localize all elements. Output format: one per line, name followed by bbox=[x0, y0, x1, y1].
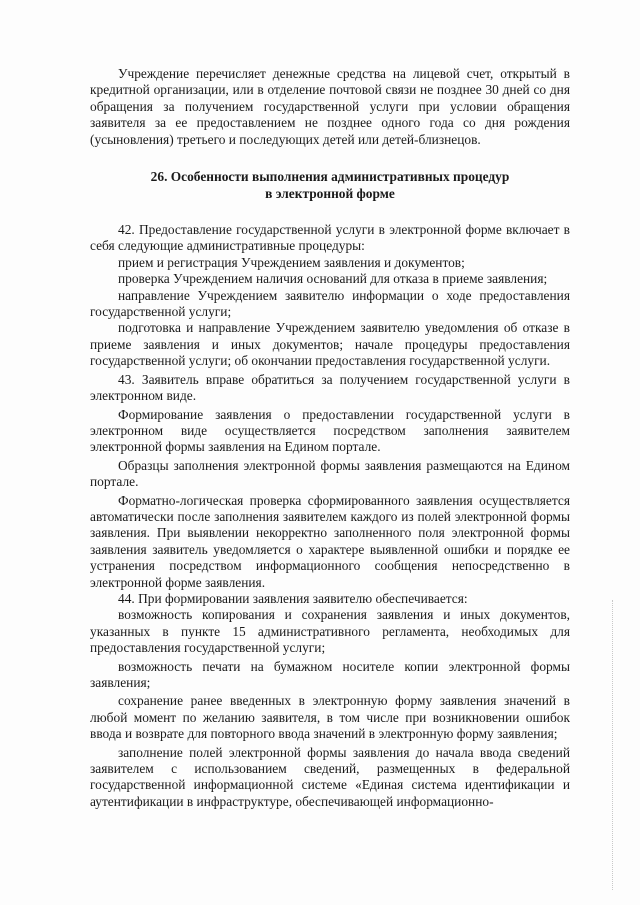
section-title-line-2: в электронной форме bbox=[265, 186, 395, 202]
list-item: проверка Учреждением наличия оснований для отказа в приеме заявления; bbox=[118, 271, 548, 287]
list-item: заполнение полей электронной формы заявления до начала ввода сведений заявителем с использованием сведений, размещенных в федеральной государственной информационной системе «Единая система идентификации и аутентификации в инфраструктуре, обеспечивающей информационно- bbox=[90, 744, 570, 809]
paragraph-43: 43. Заявитель вправе обратиться за получением государственной услуги в электронном виде. bbox=[90, 371, 570, 404]
list-item: направление Учреждением заявителю информации о ходе предоставления государственной услуги; bbox=[90, 287, 570, 320]
intro-paragraph: Учреждение перечисляет денежные средства на лицевой счет, открытый в кредитной организации, или в отделение почтовой связи не позднее 30 дней со дня обращения за получением государственной услуги при условии обращения заявителя за ее предоставлением не позднее одного года со дня рождения (усыновления) третьего и последующих детей или детей-близнецов. bbox=[90, 66, 570, 147]
list-item: сохранение ранее введенных в электронную форму заявления значений в любой момент по желанию заявителя, в том числе при возникновении ошибок ввода и возврате для повторного ввода значений в электронную форму заявления; bbox=[90, 693, 570, 742]
document-body bbox=[90, 66, 570, 810]
scan-artifact-line bbox=[612, 600, 614, 890]
list-item: подготовка и направление Учреждением заявителю уведомления об отказе в приеме заявления и иных документов; начале процедуры предоставления государственной услуги; об окончании предоставления государственной услуги. bbox=[90, 320, 570, 369]
list-item: возможность копирования и сохранения заявления и иных документов, указанных в пункте 15 административного регламента, необходимых для предоставления государственной услуги; bbox=[90, 607, 570, 656]
section-title bbox=[90, 168, 570, 202]
paragraph-text: Образцы заполнения электронной формы заявления размещаются на Едином портале. bbox=[90, 457, 570, 490]
list-item: возможность печати на бумажном носителе копии электронной формы заявления; bbox=[90, 658, 570, 690]
list-item: прием и регистрация Учреждением заявления и документов; bbox=[118, 254, 465, 270]
section-title-line-1: 26. Особенности выполнения административных процедур bbox=[150, 169, 510, 185]
paragraph-42: 42. Предоставление государственной услуги в электронной форме включает в себя следующие административные процедуры: bbox=[90, 222, 570, 254]
paragraph-text: Формирование заявления о предоставлении государственной услуги в электронном виде осуществляется посредством заполнения заявителем электронной формы заявления на Едином портале. bbox=[90, 406, 570, 455]
paragraph-44: 44. При формировании заявления заявителю обеспечивается: bbox=[118, 590, 468, 606]
paragraph-text: Форматно-логическая проверка сформированного заявления осуществляется автоматически после заполнения заявителем каждого из полей электронной формы заявления. При выявлении некорректно заполненного поля электронной формы заявления заявитель уведомляется о характере выявленной ошибки и порядке ее устранения посредством информационного сообщения непосредственно в электронной форме заявления. bbox=[90, 492, 570, 590]
